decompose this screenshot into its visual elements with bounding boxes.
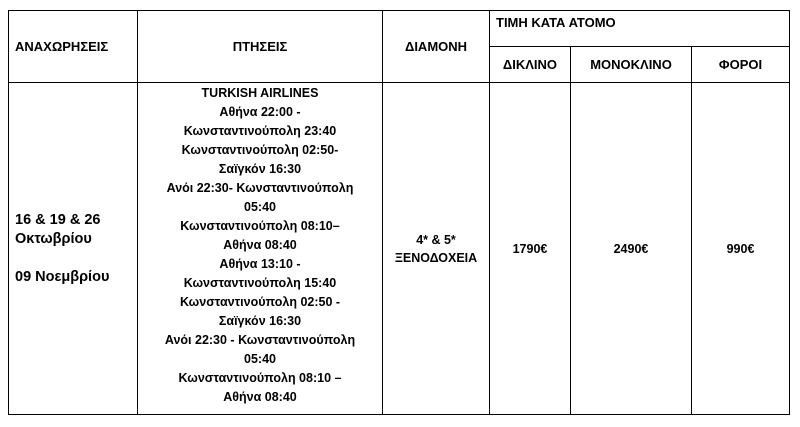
departure-dates-cell [9, 83, 138, 415]
flight-line: Αθήνα 13:10 - [219, 257, 301, 271]
flight-line: Αθήνα 08:40 [223, 238, 297, 252]
spacer [15, 249, 137, 268]
header-flights: ΠΤΗΣΕΙΣ [138, 11, 383, 83]
hotel-type: ΞΕΝΟΔΟΧΕΙΑ [394, 250, 478, 265]
hotel-stars: 4* & 5* [416, 232, 456, 247]
double-price-cell: 1790€ [490, 83, 571, 415]
accommodation-cell [383, 83, 490, 415]
taxes-cell: 990€ [692, 83, 790, 415]
single-price-cell: 2490€ [571, 83, 692, 415]
flight-line: Κωνσταντινούπολη 08:10 – [178, 371, 342, 385]
flight-line: Κωνσταντινούπολη 15:40 [183, 276, 337, 290]
departure-date-line: 16 & 19 & 26 [15, 211, 101, 228]
flight-line: Σαϊγκόν 16:30 [218, 314, 302, 328]
pricing-table [8, 10, 790, 415]
airline-name: TURKISH AIRLINES [201, 86, 319, 100]
flight-line: Κωνσταντινούπολη 02:50 - [179, 295, 341, 309]
flight-line: Κωνσταντινούπολη 23:40 [183, 124, 337, 138]
flight-line: Αθήνα 08:40 [223, 390, 297, 404]
flight-line: Ανόι 22:30 - Κωνσταντινούπολη [164, 333, 356, 347]
header-taxes: ΦΟΡΟΙ [692, 47, 790, 83]
flight-line: Αθήνα 22:00 - [219, 105, 301, 119]
departure-date-line: Οκτωβρίου [15, 230, 92, 247]
flight-line: Ανόι 22:30- Κωνσταντινούπολη [166, 181, 354, 195]
header-departures: ΑΝΑΧΩΡΗΣΕΙΣ [9, 11, 138, 83]
flight-line: Σαϊγκόν 16:30 [218, 162, 302, 176]
flight-line: 05:40 [244, 200, 276, 214]
header-accommodation: ΔΙΑΜΟΝΗ [383, 11, 490, 83]
header-single: ΜΟΝΟΚΛΙΝΟ [571, 47, 692, 83]
flights-cell [138, 83, 383, 415]
departure-date-line: 09 Νοεμβρίου [15, 268, 110, 285]
flight-line: Κωνσταντινούπολη 02:50- [181, 143, 339, 157]
header-double: ΔΙΚΛΙΝΟ [490, 47, 571, 83]
flight-line: Κωνσταντινούπολη 08:10– [180, 219, 340, 233]
header-price-per-person: ΤΙΜΗ ΚΑΤΑ ΑΤΟΜΟ [490, 11, 790, 47]
flight-line: 05:40 [244, 352, 276, 366]
